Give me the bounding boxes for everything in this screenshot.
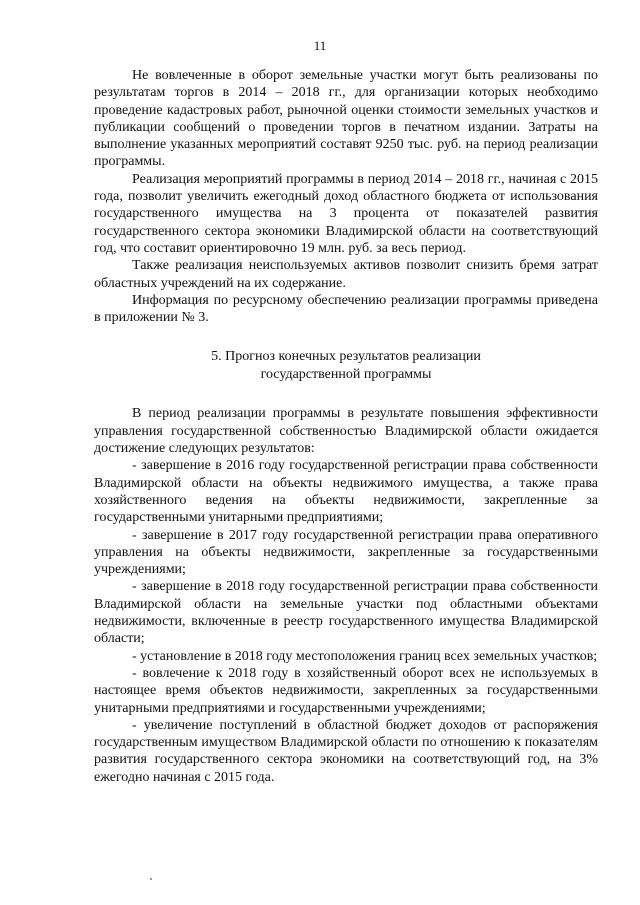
paragraph: Не вовлеченные в оборот земельные участки могут быть реализованы по результатам торгов в 2014 – 2018 гг., для организации которых необходимо проведение кадастровых работ, рыночной оценки стоимости земельных участков и публикации сообщений о проведении торгов в печатном издании. Затраты на выполнение указанных мероприятий составят 9250 тыс. руб. на период реализации программы. — [94, 68, 598, 170]
result-item: - завершение в 2017 году государственной регистрации права оперативного управления на объекты недвижимости, закрепленные за государственными учреждениями; — [94, 527, 598, 578]
paragraph: Информация по ресурсному обеспечению реализации программы приведена в приложении № 3. — [94, 292, 598, 326]
section-heading — [94, 348, 598, 383]
intro-paragraph: В период реализации программы в результате повышения эффективности управления государственной собственностью Владимирской области ожидается достижение следующих результатов: — [94, 406, 598, 457]
scan-speck — [150, 878, 152, 880]
document-body — [94, 67, 598, 786]
result-item: - установление в 2018 году местоположения границ всех земельных участков; — [132, 648, 598, 664]
paragraph: Также реализация неиспользуемых активов позволит снизить бремя затрат областных учреждений на их содержание. — [94, 258, 598, 291]
page-number: 11 — [313, 38, 327, 53]
section-heading-line1: 5. Прогноз конечных результатов реализации — [211, 349, 481, 365]
result-item: - завершение в 2016 году государственной регистрации права собственности Владимирской области на объекты недвижимого имущества, а также права хозяйственного ведения на объекты недвижимости, закрепленные за государственными унитарными предприятиями; — [94, 458, 598, 526]
result-item: - увеличение поступлений в областной бюджет доходов от распоряжения государственным имуществом Владимирской области по отношению к показателям развития государственного сектора экономики на соответствующий год, на 3% ежегодно начиная с 2015 года. — [94, 717, 598, 785]
section-heading-line2: государственной программы — [260, 366, 432, 382]
result-item: - завершение в 2018 году государственной регистрации права собственности Владимирской области на земельные участки под областными объектами недвижимости, включенные в реестр государственного имущества Владимирской области; — [94, 579, 598, 647]
paragraph: Реализация мероприятий программы в период 2014 – 2018 гг., начиная с 2015 года, позволит увеличить ежегодный доход областного бюджета от использования государственного имущества на 3 процента от показателей развития государственного сектора экономики Владимирской области на соответствующий год, что составит ориентировочно 19 млн. руб. за весь период. — [94, 171, 598, 256]
result-item: - вовлечение к 2018 году в хозяйственный оборот всех не используемых в настоящее время объектов недвижимости, закрепленных за государственными унитарными предприятиями и государственными учреждениями; — [94, 665, 598, 716]
